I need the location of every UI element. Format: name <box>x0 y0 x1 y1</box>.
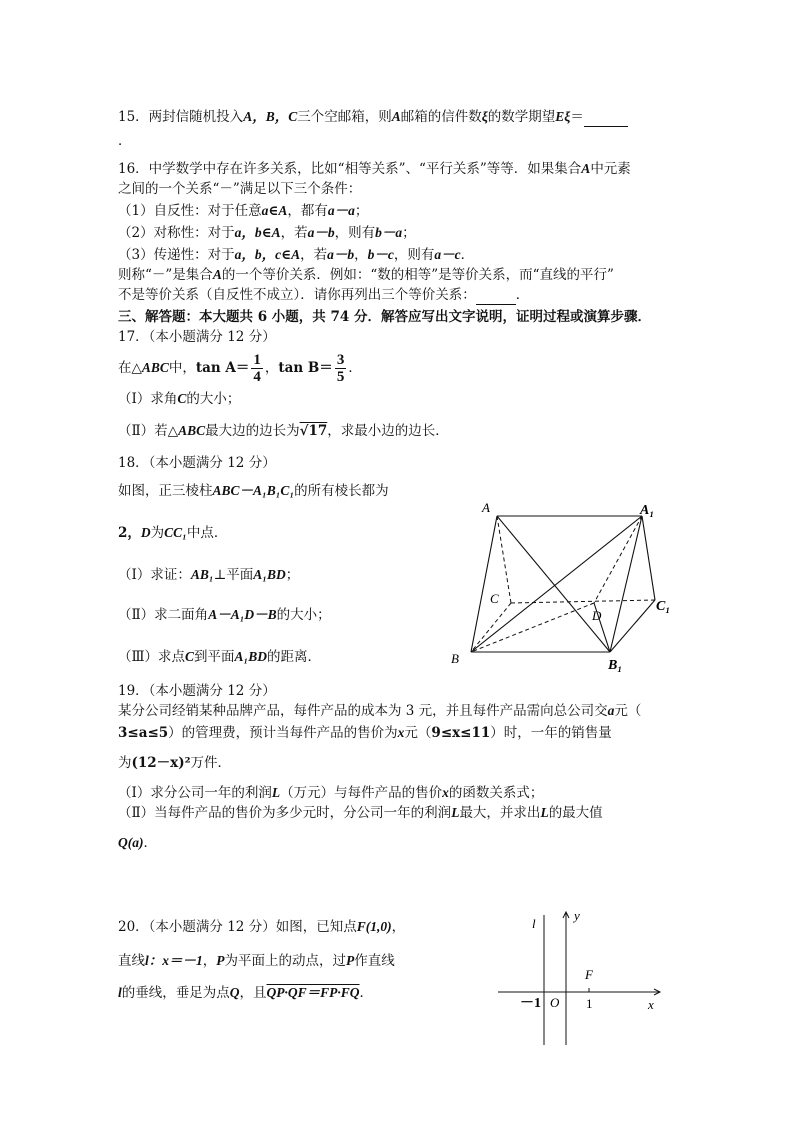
q15-eq: ＝ <box>570 109 584 125</box>
q15-expect: Eξ <box>555 109 571 124</box>
q18-line2 <box>118 524 227 542</box>
q18-text-b: 的所有棱长都为 <box>294 483 389 499</box>
q17-triangle: △ABC <box>131 360 169 375</box>
prism-figure <box>440 495 680 675</box>
q17-part1-text-b: 的大小； <box>186 391 241 407</box>
label-x: x <box>648 997 654 1012</box>
q16-text: 16．中学数学中存在许多关系，比如“相等关系”、“平行关系”等等．如果集合 <box>118 161 582 177</box>
q19-x: x <box>397 725 405 740</box>
q20-text-b: ， <box>391 919 406 935</box>
q20-l: l <box>118 985 122 1000</box>
edge-A1-B1 <box>610 516 642 652</box>
edge-B-A1 <box>471 516 642 652</box>
q18-part3-text: （Ⅲ）求点 <box>118 649 186 665</box>
q16-cond1-text-b: ，都有 <box>287 203 328 219</box>
q20-text-2c: 为平面上的动点，过 <box>224 953 347 969</box>
q19-text-2c: ）时，一年的销售量 <box>490 725 612 741</box>
q19-part1 <box>118 784 543 802</box>
label-l: l <box>532 916 536 931</box>
q18-part3 <box>118 648 321 666</box>
q16-cond3-math: a，b，c∈A <box>234 247 301 262</box>
label-F: F <box>585 967 593 982</box>
q16-cond3-math4: a－c <box>434 247 461 262</box>
q19-line1 <box>118 702 641 720</box>
q16-answer-blank[interactable] <box>476 286 516 305</box>
q15-period: ． <box>118 133 132 149</box>
q16-cond3-text-c: ， <box>354 247 368 263</box>
q16-line6 <box>118 266 614 284</box>
q19-part1-text: （Ⅰ）求分公司一年的利润 <box>118 785 272 801</box>
q18-part2-text-b: 的大小； <box>276 607 331 623</box>
q18-part1-math2: A₁BD <box>253 567 286 582</box>
q16-cond3-text: （3）传递性：对于 <box>118 247 235 263</box>
q17-frac-b <box>335 352 347 385</box>
q18-part2-math: A－A₁D－B <box>208 607 277 622</box>
q16-cond2 <box>118 224 416 242</box>
q15-text-c: 邮箱的信件数 <box>400 109 482 125</box>
q20-F: F(1,0) <box>356 919 392 934</box>
q18-part2-text: （Ⅱ）求二面角 <box>118 607 209 623</box>
label-D: D <box>592 608 602 623</box>
q18-text-2b: 为 <box>150 525 165 541</box>
q18-part3-end: 的距离． <box>267 649 322 665</box>
q18-part1-text-b: ⊥平面 <box>213 567 254 583</box>
q16-cond3-text-b: ，若 <box>300 247 328 263</box>
q15-text-d: 的数学期望 <box>487 109 556 125</box>
q17-frac-a-num: 1 <box>253 352 261 368</box>
label-A: A <box>482 500 490 515</box>
q16-cond2-end: ； <box>402 225 416 241</box>
q16-cond3-math3: b－c <box>367 247 394 262</box>
edge-A-C <box>497 516 511 603</box>
edge-A1-C1 <box>642 516 655 600</box>
q19-part2-end: 的最大值 <box>548 805 603 821</box>
q16-a: A <box>581 161 591 176</box>
q16-cond3-text-d: ，则有 <box>393 247 435 263</box>
q18-text-2: 2， <box>118 525 141 541</box>
q15-answer-blank[interactable] <box>584 108 628 127</box>
q19-heading: 19．（本小题满分 12 分） <box>118 683 276 699</box>
q19-range-x: 9≤x≤11 <box>431 725 491 741</box>
q15-text: 15．两封信随机投入 <box>118 109 244 125</box>
q20-line2 <box>118 952 395 970</box>
label-B1: B₁ <box>608 658 623 673</box>
label-y: y <box>574 908 580 923</box>
q15-abc: A，B，C <box>243 109 298 124</box>
q20-end: ． <box>359 985 374 1001</box>
q19-line2 <box>118 724 612 742</box>
q20-line1 <box>118 918 405 936</box>
q18-part1-math: AB₁ <box>190 567 214 582</box>
q19-text-3: 为 <box>118 755 132 771</box>
q15-text-b: 三个空邮箱，则 <box>297 109 392 125</box>
q16-cond2-text: （2）对称性：对于 <box>118 225 235 241</box>
q17-frac-b-num: 3 <box>336 352 345 368</box>
q17-part1 <box>118 390 240 408</box>
q18-prism: ABC－A₁B₁C₁ <box>212 483 295 498</box>
q19-part1-x: x <box>442 785 449 800</box>
q18-d: D <box>140 525 151 540</box>
q20-Q: Q <box>229 985 240 1000</box>
q19-line3 <box>118 754 231 772</box>
q17-text: 在 <box>118 360 132 376</box>
q15-line <box>118 108 628 127</box>
q18-part3-math2: A₁BD <box>234 649 268 664</box>
section3-heading: 三、解答题：本大题共 6 小题，共 74 分．解答应写出文字说明，证明过程或演算步骤． <box>118 309 651 325</box>
q19-text-b: 元（ <box>614 703 642 719</box>
q17-part2-text-b: 最大边的边长为 <box>205 423 300 439</box>
q18-text-2c: 中点． <box>186 525 228 541</box>
q16-cond3 <box>118 246 474 264</box>
q18-part3-text-b: 到平面 <box>194 649 235 665</box>
q20-text-3: 的垂线，垂足为点 <box>121 985 230 1001</box>
q17-line1 <box>118 350 362 386</box>
q16-cond2-math: a，b∈A <box>234 225 281 240</box>
q15-a: A <box>391 109 401 124</box>
label-O: O <box>550 995 560 1010</box>
q19-part2-text-b: 最大，并求出 <box>459 805 541 821</box>
q16-cond2-text-c: ，则有 <box>334 225 376 241</box>
q16-line6-text: 则称“－”是集合 <box>118 267 213 283</box>
q19-part2-L: L <box>451 805 460 820</box>
q16-line7 <box>118 286 529 305</box>
q20-line3 <box>118 984 373 1002</box>
q19-part2-text: （Ⅱ）当每件产品的售价为多少元时，分公司一年的利润 <box>118 805 452 821</box>
label-A1: A₁ <box>640 503 655 518</box>
q17-sqrt: √17 <box>299 423 328 439</box>
q19-text-2b: 元（ <box>404 725 432 741</box>
q17-part2-text-c: ，求最小边的边长． <box>327 423 449 439</box>
q19-range-a: 3≤a≤5 <box>118 725 169 741</box>
q16-line2: 之间的一个关系“－”满足以下三个条件： <box>118 181 362 197</box>
q16-cond3-end: ． <box>460 247 475 263</box>
label-C1: C₁ <box>656 599 671 614</box>
q16-line6-text-b: 的一个等价关系．例如：“数的相等”是等价关系，而“直线的平行” <box>221 267 614 283</box>
q18-line1 <box>118 482 389 500</box>
q17-tanB: tan B＝ <box>278 360 333 376</box>
edge-A-B1 <box>497 516 610 652</box>
q18-part1 <box>118 566 299 584</box>
q20-text: 20．（本小题满分 12 分）如图，已知点 <box>118 919 357 935</box>
edge-C-C1 <box>511 600 655 603</box>
q19-a: a <box>607 703 615 718</box>
q17-part1-math: C <box>177 391 187 406</box>
q16-text-b: 中元素 <box>590 161 631 177</box>
q16-line7-end: ． <box>515 287 530 303</box>
q17-part1-text: （Ⅰ）求角 <box>118 391 178 407</box>
q15-xi: ξ <box>481 109 488 124</box>
q18-part2 <box>118 606 331 624</box>
q19-part1-L: L <box>271 785 281 800</box>
label-1: 1 <box>586 996 593 1011</box>
q16-cond1-math2: a－a <box>327 203 355 218</box>
q17-tanA: tan A＝ <box>195 360 250 376</box>
q16-cond3-math2: a－b <box>327 247 355 262</box>
q19-part2 <box>118 804 603 822</box>
q19-part1-text-b: （万元）与每件产品的售价 <box>280 785 443 801</box>
q17-end: ． <box>348 360 362 376</box>
q18-text: 如图，正三棱柱 <box>118 483 213 499</box>
q16-cond2-math3: b－a <box>375 225 403 240</box>
q19-text-3b: 万件． <box>190 755 232 771</box>
q18-part1-text: （Ⅰ）求证： <box>118 567 191 583</box>
q19-q-end: ． <box>143 835 157 851</box>
q16-cond1 <box>118 202 368 220</box>
label-B: B <box>451 651 459 666</box>
q19-volume: (12－x)² <box>131 755 191 771</box>
q17-frac-a <box>251 352 263 385</box>
q19-text-2: ）的管理费，预计当每件产品的售价为 <box>168 725 398 741</box>
q19-part1-end: 的函数关系式； <box>448 785 544 801</box>
q16-line7-text: 不是等价关系（自反性不成立）．请你再列出三个等价关系： <box>118 287 476 303</box>
label-neg1: －1 <box>520 996 541 1011</box>
q17-comma: ， <box>264 360 279 376</box>
q16-line1 <box>118 160 631 178</box>
q19-part2-L2: L <box>540 805 549 820</box>
q16-cond1-math: a∈A <box>261 203 288 218</box>
q17-part2-text: （Ⅱ）若 <box>118 423 168 439</box>
q19-q <box>118 834 157 852</box>
q19-text: 某分公司经销某种品牌产品，每件产品的成本为 3 元，并且每件产品需向总公司交 <box>118 703 608 719</box>
q20-text-2b: ， <box>202 953 217 969</box>
edge-C-B <box>471 603 511 652</box>
q17-part2 <box>118 422 449 440</box>
edge-A1-D <box>594 516 642 603</box>
q20-text-2d: 作直线 <box>354 953 395 969</box>
q20-text-3b: ，且 <box>239 985 267 1001</box>
q20-P2: P <box>346 953 355 968</box>
q17-heading: 17．（本小题满分 12 分） <box>118 329 276 345</box>
q18-part1-end: ； <box>285 567 300 583</box>
q16-cond2-math2: a－b <box>307 225 335 240</box>
q17-frac-a-den: 4 <box>253 369 261 385</box>
q18-part3-math: C <box>185 649 195 664</box>
q17-part2-math: △ABC <box>167 423 206 438</box>
q17-frac-b-den: 5 <box>336 369 345 385</box>
q16-cond1-text: （1）自反性：对于任意 <box>118 203 262 219</box>
edge-B1-C1 <box>610 600 655 652</box>
q16-line6-math: A <box>212 267 222 282</box>
q16-cond2-text-b: ，若 <box>280 225 308 241</box>
edge-A-B <box>471 516 497 652</box>
q19-Q: Q(a) <box>118 835 144 850</box>
label-C: C <box>490 591 499 606</box>
q17-text-b: 中， <box>168 360 196 376</box>
q20-vector-eq: QP·QF＝FP·FQ <box>266 985 360 1000</box>
q20-P: P <box>216 953 225 968</box>
coordinate-figure <box>495 905 675 1050</box>
q20-text-2: 直线 <box>118 953 145 969</box>
q20-line-l: l：x＝－1 <box>145 953 203 968</box>
q18-heading: 18．（本小题满分 12 分） <box>118 455 276 471</box>
q18-cc1: CC₁ <box>164 525 187 540</box>
q16-cond1-end: ； <box>354 203 369 219</box>
